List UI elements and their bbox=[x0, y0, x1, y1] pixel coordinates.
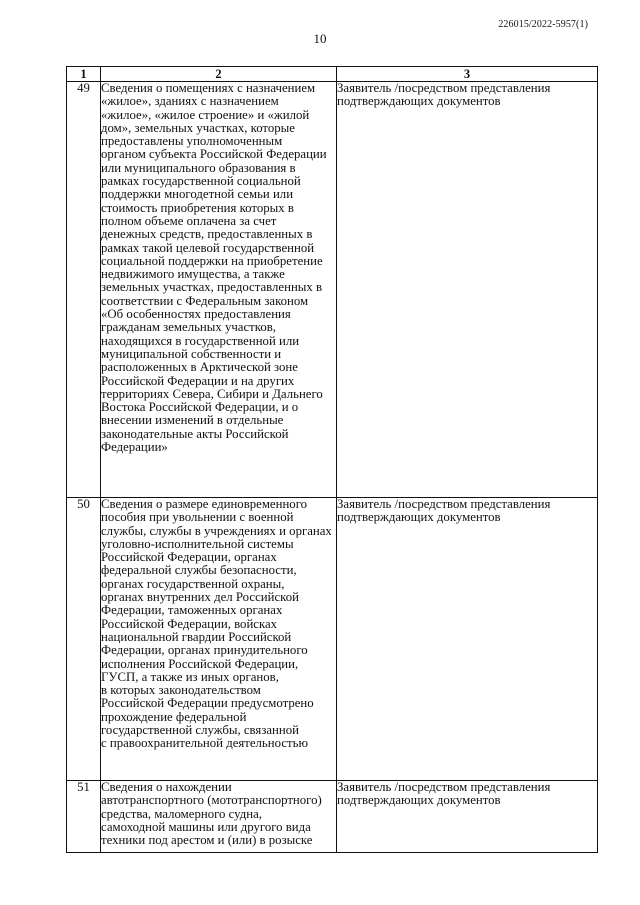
row-description: Сведения о размере единовременного пособия при увольнении с военной службы, службы в учреждениях и органах уголовно-исполнительной системы Российской Федерации, органах федеральной службы безопасности, органах государственной охраны, органах внутренних дел Российской Федерации, таможенных органах Российской Федерации, войсках национальной гвардии Российской Федерации, органах принудительного исполнения Российской Федерации, ГУСП, а также из иных органов, в которых законодательством Российской Федерации предусмотрено прохождение федеральной государственной службы, связанной с правоохранительной деятельностью bbox=[101, 498, 337, 781]
row-source: Заявитель /посредством представления подтверждающих документов bbox=[337, 498, 598, 781]
table-row bbox=[67, 498, 598, 781]
row-source: Заявитель /посредством представления подтверждающих документов bbox=[337, 82, 598, 498]
row-description: Сведения о помещениях с назначением «жилое», зданиях с назначением «жилое», «жилое строение» и «жилой дом», земельных участках, которые предоставлены уполномоченным органом субъекта Российской Федерации или муниципального образования в рамках государственной социальной поддержки многодетной семьи или стоимость приобретения которых в полном объеме оплачена за счет денежных средств, предоставленных в рамках такой целевой государственной социальной поддержки на приобретение недвижимого имущества, а также земельных участках, предоставленных в соответствии с Федеральным законом «Об особенностях предоставления гражданам земельных участков, находящихся в государственной или муниципальной собственности и расположенных в Арктической зоне Российской Федерации и на других территориях Севера, Сибири и Дальнего Востока Российской Федерации, и о внесении изменений в отдельные законодательные акты Российской Федерации» bbox=[101, 82, 337, 498]
column-header: 3 bbox=[337, 67, 598, 82]
table-row bbox=[67, 781, 598, 853]
row-number: 51 bbox=[67, 781, 101, 853]
data-table bbox=[66, 66, 598, 853]
table-header-row bbox=[67, 67, 598, 82]
column-header: 2 bbox=[101, 67, 337, 82]
table-row bbox=[67, 82, 598, 498]
row-source: Заявитель /посредством представления подтверждающих документов bbox=[337, 781, 598, 853]
row-description: Сведения о нахождении автотранспортного (мототранспортного) средства, маломерного судна, самоходной машины или другого вида техники под арестом и (или) в розыске bbox=[101, 781, 337, 853]
page-number: 10 bbox=[313, 31, 327, 46]
row-number: 49 bbox=[67, 82, 101, 498]
column-header: 1 bbox=[67, 67, 101, 82]
document-id: 226015/2022-5957(1) bbox=[498, 19, 588, 30]
row-number: 50 bbox=[67, 498, 101, 781]
